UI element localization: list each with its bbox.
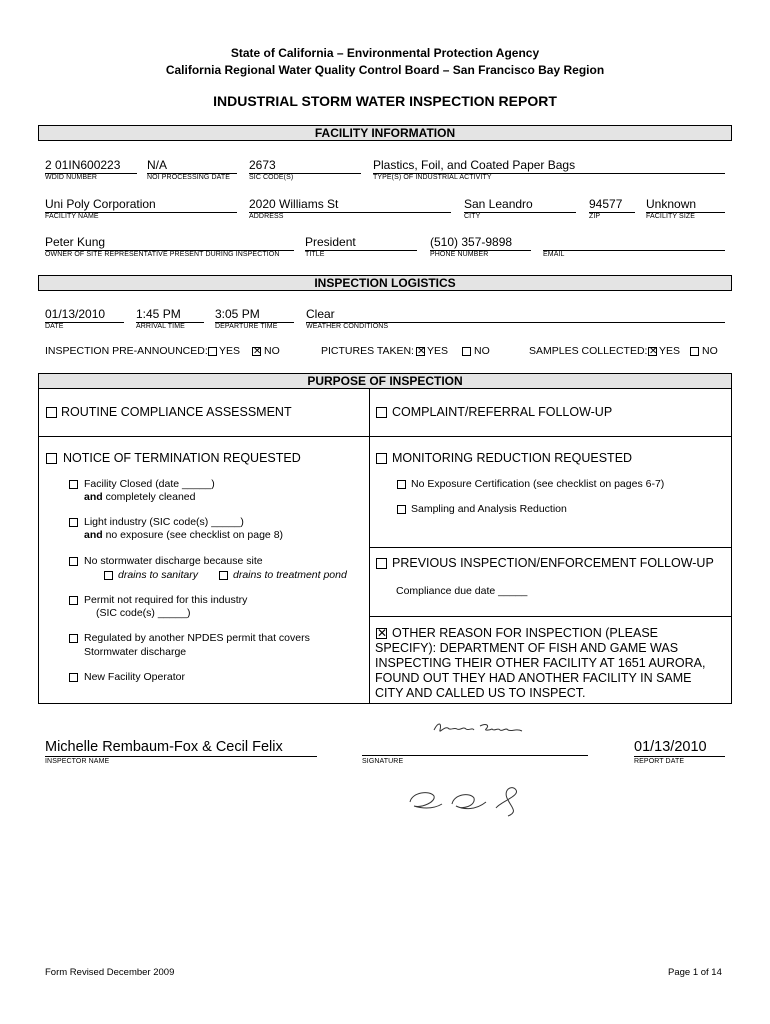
preannounced-yes-checkbox[interactable] (208, 347, 217, 356)
wdid-label: WDID NUMBER (45, 174, 98, 181)
title-label: TITLE (305, 251, 325, 258)
pictures-no-checkbox[interactable] (462, 347, 471, 356)
samples-no-checkbox[interactable] (690, 347, 699, 356)
purpose-row-divider (38, 436, 732, 437)
phone-field[interactable]: (510) 357-9898 (430, 235, 531, 251)
new-operator-label: New Facility Operator (84, 671, 185, 683)
scribble-mark (400, 780, 535, 820)
weather-field[interactable]: Clear (306, 307, 725, 323)
arrival-label: ARRIVAL TIME (136, 323, 185, 330)
facility-name-label: FACILITY NAME (45, 213, 99, 220)
no-discharge-checkbox[interactable] (69, 557, 78, 566)
sic-codes-label: (SIC code(s) _____) (96, 607, 191, 619)
noi-label: NOI PROCESSING DATE (147, 174, 231, 181)
light-industry-label: Light industry (SIC code(s) _____) (84, 516, 244, 528)
preannounced-yes-label: YES (219, 345, 241, 357)
other-reason-line-3: INSPECTING THEIR OTHER FACILITY AT 1651 AURORA, (375, 656, 706, 670)
monitoring-label: MONITORING REDUCTION REQUESTED (392, 451, 633, 465)
address-label: ADDRESS (249, 213, 284, 220)
other-reason-line-4: FOUND OUT THEY HAD ANOTHER FACILITY IN SAME (375, 671, 692, 685)
phone-label: PHONE NUMBER (430, 251, 489, 258)
zip-label: ZIP (589, 213, 601, 220)
light-industry-checkbox[interactable] (69, 518, 78, 527)
compliance-due-label: Compliance due date _____ (396, 585, 528, 597)
board-line: California Regional Water Quality Control Board – San Francisco Bay Region (165, 63, 605, 77)
purpose-right-divider-1 (369, 547, 732, 548)
activity-label: TYPE(S) OF INDUSTRIAL ACTIVITY (373, 174, 492, 181)
purpose-right-divider-2 (369, 616, 732, 617)
date-label: DATE (45, 323, 64, 330)
facility-closed-checkbox[interactable] (69, 480, 78, 489)
form-revised: Form Revised December 2009 (45, 967, 175, 978)
drains-pond-checkbox[interactable] (219, 571, 228, 580)
other-reason-checkbox[interactable] (376, 628, 387, 639)
no-exposure-cert-label: No Exposure Certification (see checklist on pages 6-7) (411, 478, 665, 490)
city-field[interactable]: San Leandro (464, 197, 576, 213)
new-operator-checkbox[interactable] (69, 673, 78, 682)
routine-checkbox[interactable] (46, 407, 57, 418)
report-title: INDUSTRIAL STORM WATER INSPECTION REPORT (213, 93, 557, 109)
cleaned-label: and completely cleaned (84, 491, 196, 503)
preannounced-no-label: NO (264, 345, 280, 357)
departure-field[interactable]: 3:05 PM (215, 307, 294, 323)
page-number: Page 1 of 14 (668, 967, 722, 978)
npdes-label-1: Regulated by another NPDES permit that covers (84, 632, 310, 644)
facility-size-label: FACILITY SIZE (646, 213, 696, 220)
city-label: CITY (464, 213, 481, 220)
complaint-checkbox[interactable] (376, 407, 387, 418)
agency-line: State of California – Environmental Protection Agency (230, 46, 540, 60)
samples-no-label: NO (702, 345, 718, 357)
no-exposure-label: and no exposure (see checklist on page 8) (84, 529, 284, 541)
samples-yes-checkbox[interactable] (648, 347, 657, 356)
termination-label: NOTICE OF TERMINATION REQUESTED (63, 451, 301, 465)
inspector-name-field[interactable]: Michelle Rembaum-Fox & Cecil Felix (45, 739, 317, 757)
departure-label: DEPARTURE TIME (215, 323, 278, 330)
pictures-no-label: NO (474, 345, 490, 357)
noi-field[interactable]: N/A (147, 158, 237, 174)
signature-line (362, 755, 588, 756)
facility-section-header: FACILITY INFORMATION (38, 125, 732, 141)
other-reason-line-5: CITY AND CALLED US TO INSPECT. (375, 686, 586, 700)
wdid-field[interactable]: 2 01IN600223 (45, 158, 137, 174)
report-date-label: REPORT DATE (634, 758, 685, 765)
report-date-field[interactable]: 01/13/2010 (634, 739, 725, 757)
preannounced-no-checkbox[interactable] (252, 347, 261, 356)
other-reason-line-1: OTHER REASON FOR INSPECTION (PLEASE (392, 626, 659, 640)
sic-label: SIC CODE(S) (249, 174, 294, 181)
zip-field[interactable]: 94577 (589, 197, 635, 213)
permit-not-required-checkbox[interactable] (69, 596, 78, 605)
owner-label: OWNER OF SITE REPRESENTATIVE PRESENT DURING INSPECTION (45, 251, 280, 258)
activity-field[interactable]: Plastics, Foil, and Coated Paper Bags (373, 158, 725, 174)
complaint-label: COMPLAINT/REFERRAL FOLLOW-UP (392, 405, 613, 419)
drains-sanitary-checkbox[interactable] (104, 571, 113, 580)
routine-label: ROUTINE COMPLIANCE ASSESSMENT (61, 405, 292, 419)
drains-pond-label: drains to treatment pond (233, 569, 347, 581)
drains-sanitary-label: drains to sanitary (118, 569, 198, 581)
purpose-section-header: PURPOSE OF INSPECTION (38, 373, 732, 389)
termination-checkbox[interactable] (46, 453, 57, 464)
address-field[interactable]: 2020 Williams St (249, 197, 451, 213)
samples-yes-label: YES (659, 345, 681, 357)
previous-label: PREVIOUS INSPECTION/ENFORCEMENT FOLLOW-UP (392, 556, 714, 570)
email-label: EMAIL (543, 251, 565, 258)
permit-not-required-label: Permit not required for this industry (84, 594, 248, 606)
pictures-label: PICTURES TAKEN: (321, 345, 414, 357)
signature-image (430, 718, 530, 740)
arrival-field[interactable]: 1:45 PM (136, 307, 204, 323)
npdes-checkbox[interactable] (69, 634, 78, 643)
monitoring-checkbox[interactable] (376, 453, 387, 464)
pictures-yes-checkbox[interactable] (416, 347, 425, 356)
previous-checkbox[interactable] (376, 558, 387, 569)
npdes-label-2: Stormwater discharge (84, 646, 187, 658)
facility-size-field[interactable]: Unknown (646, 197, 725, 213)
weather-label: WEATHER CONDITIONS (306, 323, 389, 330)
email-field[interactable] (543, 235, 725, 251)
other-reason-line-2: SPECIFY): DEPARTMENT OF FISH AND GAME WAS (375, 641, 679, 655)
sic-field[interactable]: 2673 (249, 158, 361, 174)
owner-field[interactable]: Peter Kung (45, 235, 294, 251)
title-field[interactable]: President (305, 235, 417, 251)
sampling-checkbox[interactable] (397, 505, 406, 514)
sampling-label: Sampling and Analysis Reduction (411, 503, 567, 515)
facility-name-field[interactable]: Uni Poly Corporation (45, 197, 237, 213)
inspector-name-label: INSPECTOR NAME (45, 758, 110, 765)
no-exposure-cert-checkbox[interactable] (397, 480, 406, 489)
facility-closed-label: Facility Closed (date _____) (84, 478, 215, 490)
pictures-yes-label: YES (427, 345, 449, 357)
preannounced-label: INSPECTION PRE-ANNOUNCED: (45, 345, 208, 357)
no-discharge-label: No stormwater discharge because site (84, 555, 263, 567)
logistics-section-header: INSPECTION LOGISTICS (38, 275, 732, 291)
date-field[interactable]: 01/13/2010 (45, 307, 124, 323)
samples-label: SAMPLES COLLECTED: (529, 345, 648, 357)
signature-label: SIGNATURE (362, 758, 404, 765)
